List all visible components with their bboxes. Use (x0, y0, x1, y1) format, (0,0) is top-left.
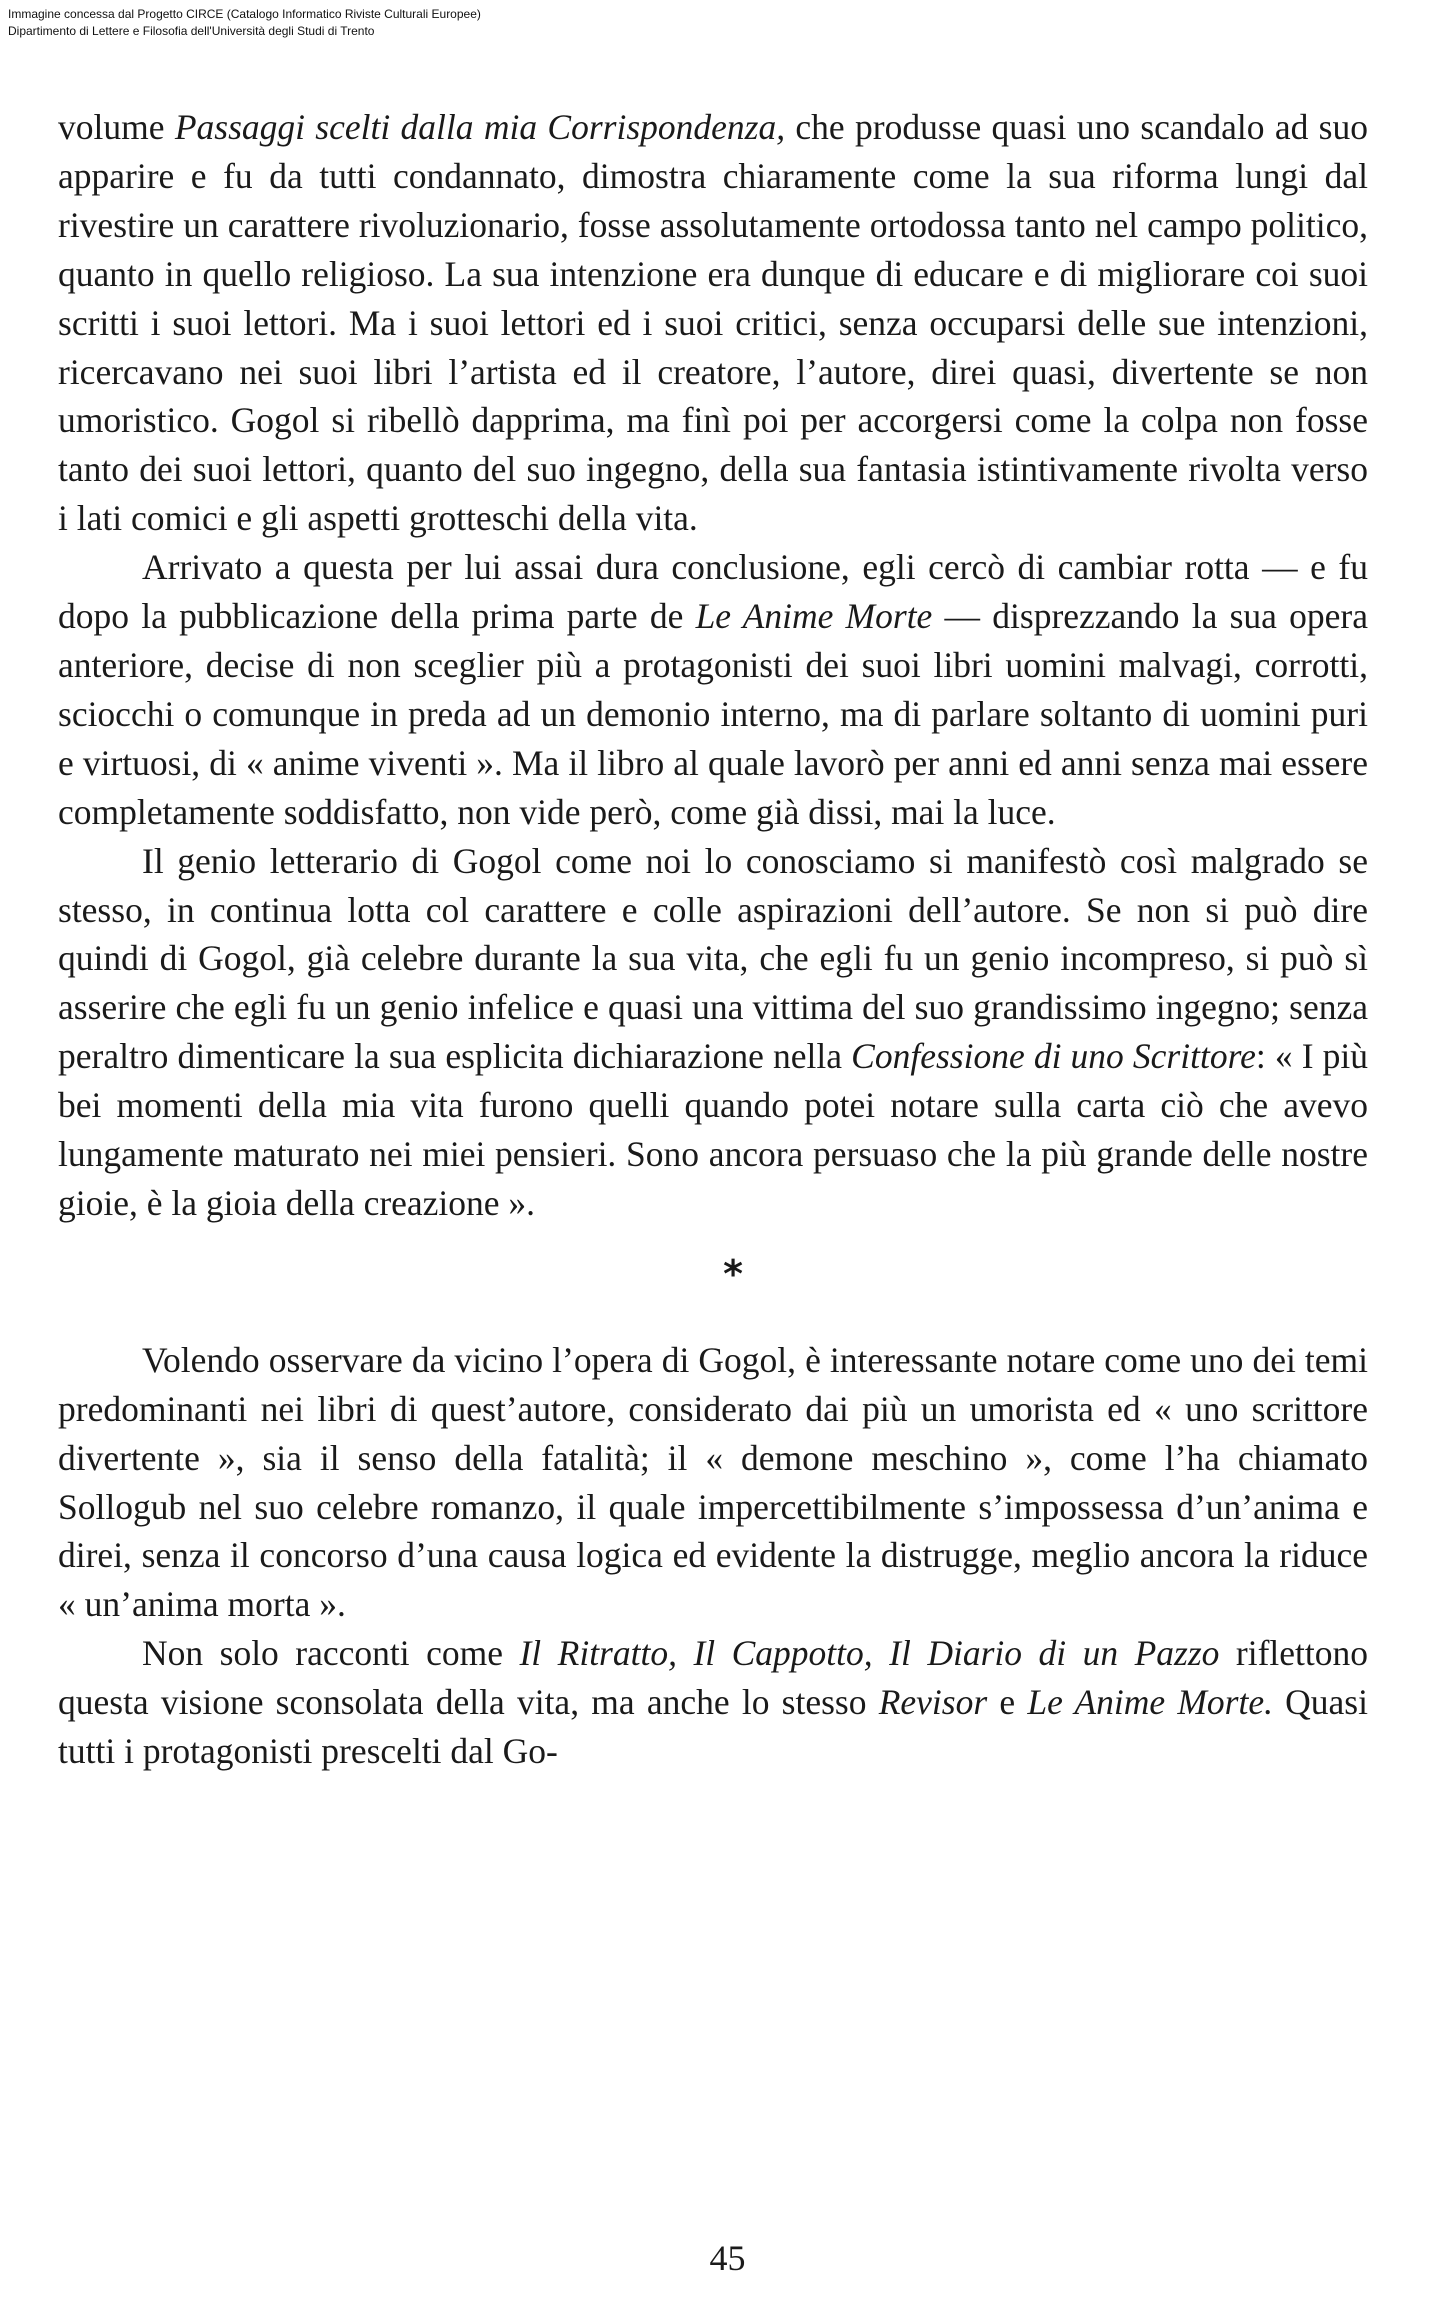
text-run: riflettono questa visione sconsolata della vita, ma anche lo stesso (58, 1633, 1368, 1723)
page-body (58, 103, 1368, 1776)
italic-title: Le Anime Morte. (1027, 1682, 1273, 1723)
section-separator: * (723, 1251, 743, 1296)
paragraph-2 (58, 543, 1368, 836)
credit-line-2: Dipartimento di Lettere e Filosofia dell'Università degli Studi di Trento (8, 24, 375, 38)
page-number: 45 (709, 2238, 746, 2278)
italic-title: Confessione di uno Scrittore (851, 1036, 1256, 1077)
credit-line-1: Immagine concessa dal Progetto CIRCE (Catalogo Informatico Riviste Culturali Europee) (8, 7, 481, 21)
text-run: che produsse quasi uno scandalo ad suo apparire e fu da tutti condannato, dimostra chiaramente come la sua riforma lungi dal rivestire un carattere rivoluzionario, fosse assolutamente ortodossa tanto nel campo politico, quanto in quello religioso. La sua intenzione era dunque di educare e di migliorare coi suoi scritti i suoi lettori. Ma i suoi lettori ed i suoi critici, senza occuparsi delle sue intenzioni, ricercavano nei suoi libri l’artista ed il creatore, l’autore, direi quasi, divertente se non umoristico. Gogol si ribellò dapprima, ma finì poi per accorgersi come la colpa non fosse tanto dei suoi lettori, quanto del suo ingegno, della sua fantasia istintivamente rivolta verso i lati comici e gli aspetti grotteschi della vita. (58, 107, 1368, 539)
italic-title: Le Anime Morte (695, 596, 933, 637)
text-run: Non solo racconti come (142, 1633, 520, 1674)
paragraph-4 (58, 1336, 1368, 1629)
paragraph-5 (58, 1629, 1368, 1776)
text-run: Il genio letterario di Gogol come noi lo conosciamo si manifestò così malgrado se stesso, in continua lotta col carattere e colle aspirazioni dell’autore. Se non si può dire quindi di Gogol, già celebre durante la sua vita, che egli fu un genio incompreso, si può sì asserire che egli fu un genio infelice e quasi una vittima del suo grandissimo ingegno; senza peraltro dimenticare la sua esplicita dichiarazione nella (58, 840, 1368, 1077)
paragraph-3 (58, 837, 1368, 1228)
image-credit (8, 6, 481, 40)
text-run: Quasi tutti i protagonisti prescelti dal Go- (58, 1682, 1368, 1772)
italic-title: Revisor (878, 1682, 988, 1723)
text-run: e (987, 1682, 1028, 1723)
text-run: — disprezzando la sua opera anteriore, decise di non sceglier più a protagonisti dei suoi libri uomini malvagi, corrotti, sciocchi o comunque in preda ad un demonio interno, ma di parlare soltanto di uomini puri e virtuosi, di « anime viventi ». Ma il libro al quale lavorò per anni ed anni senza mai essere completamente soddisfatto, non vide però, come già dissi, mai la luce. (58, 596, 1369, 832)
italic-title: Passaggi scelti dalla mia Corrispondenza, (174, 107, 786, 147)
italic-title: Il Ritratto, Il Cappotto, Il Diario di un Pazzo (519, 1633, 1220, 1674)
text-run: volume (58, 107, 175, 147)
text-run: Volendo osservare da vicino l’opera di Gogol, è interessante notare come uno dei temi predominanti nei libri di quest’autore, considerato dai più un umorista ed « uno scrittore divertente », sia il senso della fatalità; il « demone meschino », come l’ha chiamato Sollogub nel suo celebre romanzo, il quale impercettibilmente s’impossessa d’un’anima e direi, senza il concorso d’una causa logica ed evidente la distrugge, meglio ancora la riduce « un’anima morta ». (58, 1339, 1368, 1625)
paragraph-1 (58, 103, 1368, 543)
text-run: Arrivato a questa per lui assai dura conclusione, egli cercò di cambiar rotta — e fu dopo la pubblicazione della prima parte de (58, 547, 1368, 637)
text-run: : « I più bei momenti della mia vita furono quelli quando potei notare sulla carta ciò che avevo lungamente maturato nei miei pensieri. Sono ancora persuaso che la più grande delle nostre gioie, è la gioia della creazione ». (58, 1036, 1368, 1223)
